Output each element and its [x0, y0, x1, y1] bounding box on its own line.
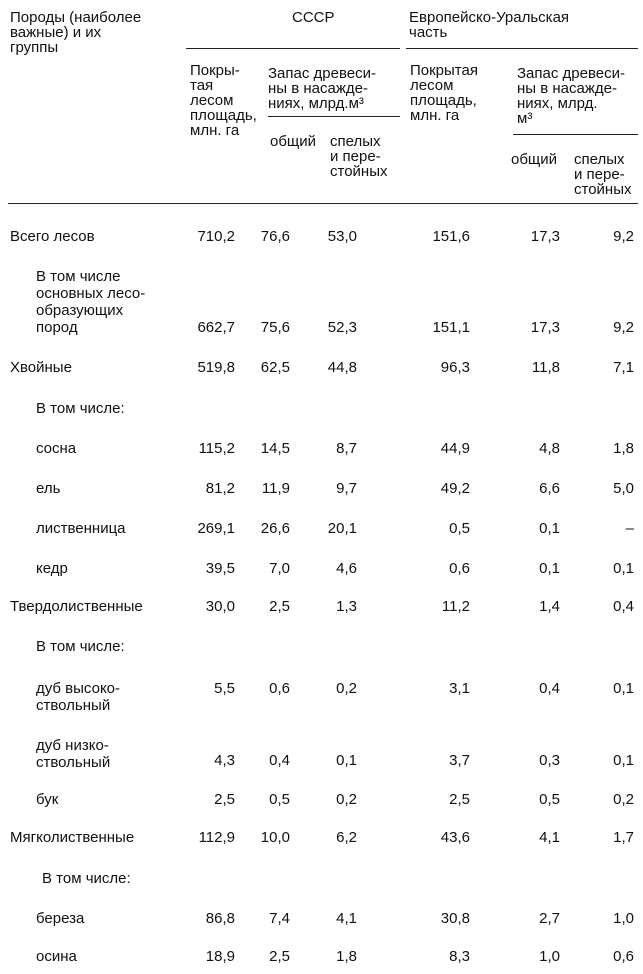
table-cell: 0,6 — [449, 560, 470, 577]
table-cell: 8,7 — [336, 440, 357, 457]
table-cell: 0,1 — [613, 752, 634, 769]
row-label: лиственница — [36, 520, 126, 537]
table-cell: 1,8 — [613, 440, 634, 457]
table-cell: 3,7 — [449, 752, 470, 769]
table-cell: 1,7 — [613, 829, 634, 846]
table-cell: 4,6 — [336, 560, 357, 577]
table-cell: 81,2 — [205, 480, 235, 497]
table-cell: 20,1 — [327, 520, 357, 537]
row-label: Всего лесов — [10, 228, 95, 245]
table-cell: 0,5 — [539, 791, 560, 808]
table-cell: 30,8 — [440, 910, 470, 927]
table-cell: 49,2 — [440, 480, 470, 497]
table-cell: 4,1 — [539, 829, 560, 846]
table-cell: – — [625, 520, 634, 537]
table-cell: 0,5 — [269, 791, 290, 808]
row-label: В том числе: — [36, 638, 125, 655]
table-cell: 1,8 — [336, 948, 357, 965]
mature-ussr-header: спелых и пере- стойных — [330, 133, 388, 180]
stock-ussr-divider — [268, 116, 400, 117]
row-label: дуб низко- ствольный — [36, 737, 111, 771]
table-cell: 9,2 — [613, 228, 634, 245]
table-cell: 14,5 — [260, 440, 290, 457]
table-cell: 5,5 — [214, 680, 235, 697]
ussr-header: СССР — [292, 9, 335, 26]
row-label: береза — [36, 910, 85, 927]
table-cell: 9,7 — [336, 480, 357, 497]
table-cell: 8,3 — [449, 948, 470, 965]
stock-euro-divider — [513, 134, 638, 135]
table-cell: 6,2 — [336, 829, 357, 846]
table-cell: 0,6 — [613, 948, 634, 965]
table-cell: 0,4 — [539, 680, 560, 697]
table-cell: 76,6 — [260, 228, 290, 245]
table-cell: 2,5 — [449, 791, 470, 808]
row-label: Хвойные — [10, 359, 72, 376]
table-cell: 75,6 — [260, 319, 290, 336]
table-cell: 1,3 — [336, 598, 357, 615]
table-cell: 519,8 — [197, 359, 235, 376]
table-cell: 0,1 — [613, 680, 634, 697]
table-cell: 7,4 — [269, 910, 290, 927]
table-cell: 7,0 — [269, 560, 290, 577]
table-cell: 269,1 — [197, 520, 235, 537]
table-cell: 0,3 — [539, 752, 560, 769]
table-cell: 4,1 — [336, 910, 357, 927]
table-cell: 151,6 — [432, 228, 470, 245]
table-cell: 1,0 — [539, 948, 560, 965]
row-label: В том числе: — [36, 400, 125, 417]
top-divider-ussr — [186, 48, 400, 49]
row-label: бук — [36, 791, 59, 808]
row-label: кедр — [36, 560, 68, 577]
table-cell: 44,8 — [327, 359, 357, 376]
table-cell: 662,7 — [197, 319, 235, 336]
area-ussr-header: Покры- тая лесом площадь, млн. га — [190, 62, 257, 139]
table-cell: 18,9 — [205, 948, 235, 965]
table-cell: 0,2 — [613, 791, 634, 808]
table-cell: 96,3 — [440, 359, 470, 376]
total-ussr-header: общий — [270, 133, 317, 150]
top-divider-euro — [406, 48, 638, 49]
table-cell: 11,8 — [531, 359, 560, 376]
table-cell: 9,2 — [613, 319, 634, 336]
table-cell: 4,8 — [539, 440, 560, 457]
table-cell: 30,0 — [205, 598, 235, 615]
table-cell: 0,1 — [613, 560, 634, 577]
table-cell: 112,9 — [198, 829, 235, 846]
table-cell: 17,3 — [530, 319, 560, 336]
table-cell: 0,1 — [539, 520, 560, 537]
table-cell: 7,1 — [613, 359, 634, 376]
stock-ussr-header: Запас древеси- ны в насажде- ниях, млрд.м³ — [268, 65, 376, 112]
table-cell: 39,5 — [205, 560, 235, 577]
euro-ural-header: Европейско-Уральская часть — [409, 9, 570, 41]
table-cell: 0,5 — [449, 520, 470, 537]
mature-euro-header: спелых и перe- стойных — [574, 151, 632, 198]
table-cell: 11,9 — [261, 480, 290, 497]
table-cell: 1,0 — [613, 910, 634, 927]
row-label: В том числе основных лесо- образующих пород — [36, 268, 146, 336]
total-euro-header: общий — [511, 151, 558, 168]
table-cell: 1,4 — [539, 598, 560, 615]
table-cell: 52,3 — [327, 319, 357, 336]
table-cell: 53,0 — [327, 228, 357, 245]
row-label: ель — [36, 480, 61, 497]
table-cell: 4,3 — [214, 752, 235, 769]
table-cell: 43,6 — [440, 829, 470, 846]
table-cell: 17,3 — [530, 228, 560, 245]
row-label: дуб высоко- ствольный — [36, 680, 121, 714]
row-label: Мягколиственные — [10, 829, 135, 846]
table-cell: 0,4 — [613, 598, 634, 615]
table-cell: 0,1 — [539, 560, 560, 577]
table-cell: 0,2 — [336, 680, 357, 697]
row-label: сосна — [36, 440, 77, 457]
table-cell: 5,0 — [613, 480, 634, 497]
table-cell: 10,0 — [260, 829, 290, 846]
table-cell: 0,4 — [269, 752, 290, 769]
row-label: Твердолиственные — [10, 598, 143, 615]
table-cell: 11,2 — [441, 598, 470, 615]
table-cell: 2,5 — [269, 598, 290, 615]
table-cell: 2,5 — [214, 791, 235, 808]
table-cell: 26,6 — [260, 520, 290, 537]
area-euro-header: Покрытая лесом площадь, млн. га — [410, 62, 478, 124]
group-column-header: Породы (наиболее важные) и их группы — [10, 9, 142, 56]
header-bottom-divider — [8, 203, 638, 204]
table-cell: 62,5 — [260, 359, 290, 376]
table-cell: 86,8 — [205, 910, 235, 927]
table-cell: 3,1 — [449, 680, 470, 697]
table-cell: 44,9 — [440, 440, 470, 457]
table-cell: 0,6 — [269, 680, 290, 697]
table-cell: 2,7 — [539, 910, 560, 927]
table-cell: 2,5 — [269, 948, 290, 965]
table-cell: 0,1 — [336, 752, 357, 769]
table-cell: 0,2 — [336, 791, 357, 808]
row-label: В том числе: — [42, 870, 131, 887]
table-cell: 115,2 — [198, 440, 235, 457]
table-cell: 6,6 — [539, 480, 560, 497]
stock-euro-header: Запас древеси- ны в насажде- ниях, млрд. м³ — [517, 65, 625, 127]
row-label: осина — [36, 948, 77, 965]
table-cell: 151,1 — [432, 319, 470, 336]
table-cell: 710,2 — [197, 228, 235, 245]
